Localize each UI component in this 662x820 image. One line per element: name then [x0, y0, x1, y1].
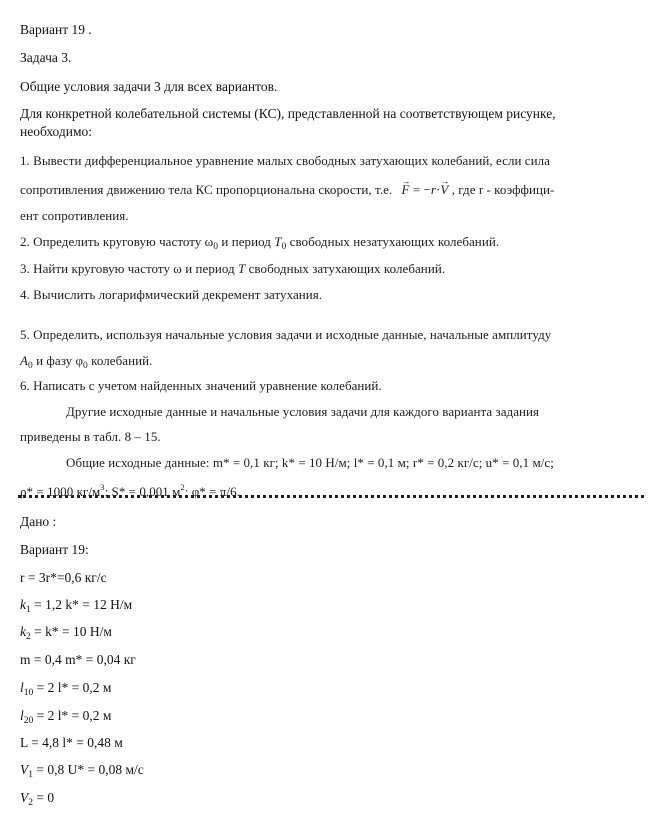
k2-symbol: k: [20, 624, 26, 639]
l20-sub: 20: [23, 716, 34, 726]
item-3-text: 3. Найти круговую частоту ω и период: [20, 261, 239, 276]
amplitude-symbol: A: [20, 353, 28, 368]
item-5-mid: и фазу φ: [32, 353, 84, 368]
given-k1: [20, 597, 132, 618]
force-vector: → F: [402, 182, 410, 198]
V1-value: = 0,8 U* = 0,08 м/с: [33, 762, 144, 777]
given-L: L = 4,8 l* = 0,48 м: [20, 735, 123, 750]
item-2-text: 2. Определить круговую частоту ω: [20, 234, 214, 249]
intro-line-2: необходимо:: [20, 124, 93, 139]
item-5-tail: колебаний.: [87, 353, 153, 368]
item-5-line-2: [20, 353, 152, 374]
common-data-density: ρ* = 1000 кг/м: [20, 484, 101, 499]
V2-symbol: V: [20, 790, 29, 805]
other-data-line-1: Другие исходные данные и начальные условия задачи для каждого варианта задания: [66, 404, 540, 419]
common-data-phase: ; φ* = π/6.: [184, 484, 240, 499]
k2-sub: 2: [26, 632, 31, 642]
density-exponent: 3: [100, 482, 105, 492]
item-3: [20, 261, 445, 277]
formula-equals: = −: [409, 182, 431, 197]
l20-symbol: l: [20, 708, 24, 723]
given-V2: [20, 790, 54, 811]
k2-value: = k* = 10 Н/м: [30, 624, 112, 639]
l10-symbol: l: [20, 680, 24, 695]
other-data-line-2: приведены в табл. 8 – 15.: [20, 429, 161, 444]
item-3-period: T: [238, 261, 246, 276]
common-conditions-heading: Общие условия задачи 3 для всех вариантов.: [20, 79, 278, 94]
formula-r: r: [430, 182, 436, 197]
formula-dot: ·: [436, 182, 441, 197]
phase-sub: 0: [83, 361, 88, 371]
V1-sub: 1: [28, 770, 33, 780]
item-2: [20, 234, 499, 255]
item-5-line-1: 5. Определить, используя начальные условия задачи и исходные данные, начальные амплитуду: [20, 327, 552, 342]
item-4: 4. Вычислить логарифмический декремент затухания.: [20, 287, 323, 302]
k1-value: = 1,2 k* = 12 Н/м: [30, 597, 133, 612]
item-1-line-2: [20, 182, 554, 198]
k1-symbol: k: [20, 597, 26, 612]
resistance-force-formula: [402, 182, 452, 197]
V2-value: = 0: [33, 790, 55, 805]
item-2-omega-sub: 0: [213, 242, 219, 252]
item-6: 6. Написать с учетом найденных значений уравнение колебаний.: [20, 378, 382, 393]
k1-sub: 1: [26, 605, 31, 615]
V1-symbol: V: [20, 762, 29, 777]
common-data-line-1: Общие исходные данные: m* = 0,1 кг; k* = 10 Н/м; l* = 0,1 м; r* = 0,2 кг/с; u* = 0,1 м/с;: [66, 455, 554, 470]
given-r: r = 3r*=0,6 кг/с: [20, 570, 107, 585]
given-V1: [20, 762, 144, 783]
l10-value: = 2 l* = 0,2 м: [33, 680, 112, 695]
item-1-line-2-tail: , где r - коэффици-: [451, 182, 555, 197]
given-variant: Вариант 19:: [20, 542, 89, 557]
l10-sub: 10: [23, 688, 34, 698]
item-1-line-2-text: сопротивления движению тела КС пропорциональна скорости, т.е.: [20, 182, 393, 197]
area-exponent: 2: [180, 482, 185, 492]
velocity-vector: → V: [440, 182, 448, 198]
item-2-mid: и период: [218, 234, 275, 249]
given-k2: [20, 624, 112, 645]
item-2-period-sub: 0: [281, 242, 287, 252]
variant-heading: Вариант 19 .: [20, 22, 92, 37]
dotted-divider: [18, 495, 644, 498]
given-l10: [20, 680, 111, 701]
item-1-line-3: ент сопротивления.: [20, 208, 129, 223]
amplitude-sub: 0: [28, 361, 33, 371]
l20-value: = 2 l* = 0,2 м: [33, 708, 112, 723]
item-2-period: T: [274, 234, 282, 249]
V2-sub: 2: [28, 798, 33, 808]
given-m: m = 0,4 m* = 0,04 кг: [20, 652, 136, 667]
given-l20: [20, 708, 111, 729]
common-data-area: ; S* = 0,001 м: [104, 484, 181, 499]
item-3-tail: свободных затухающих колебаний.: [245, 261, 446, 276]
task-heading: Задача 3.: [20, 50, 72, 65]
item-1-line-1: 1. Вывести дифференциальное уравнение малых свободных затухающих колебаний, если сила: [20, 153, 550, 168]
given-title: Дано :: [20, 514, 57, 529]
item-2-tail: свободных незатухающих колебаний.: [286, 234, 500, 249]
intro-line-1: Для конкретной колебательной системы (КС), представленной на соответствующем рисунке,: [20, 106, 556, 121]
